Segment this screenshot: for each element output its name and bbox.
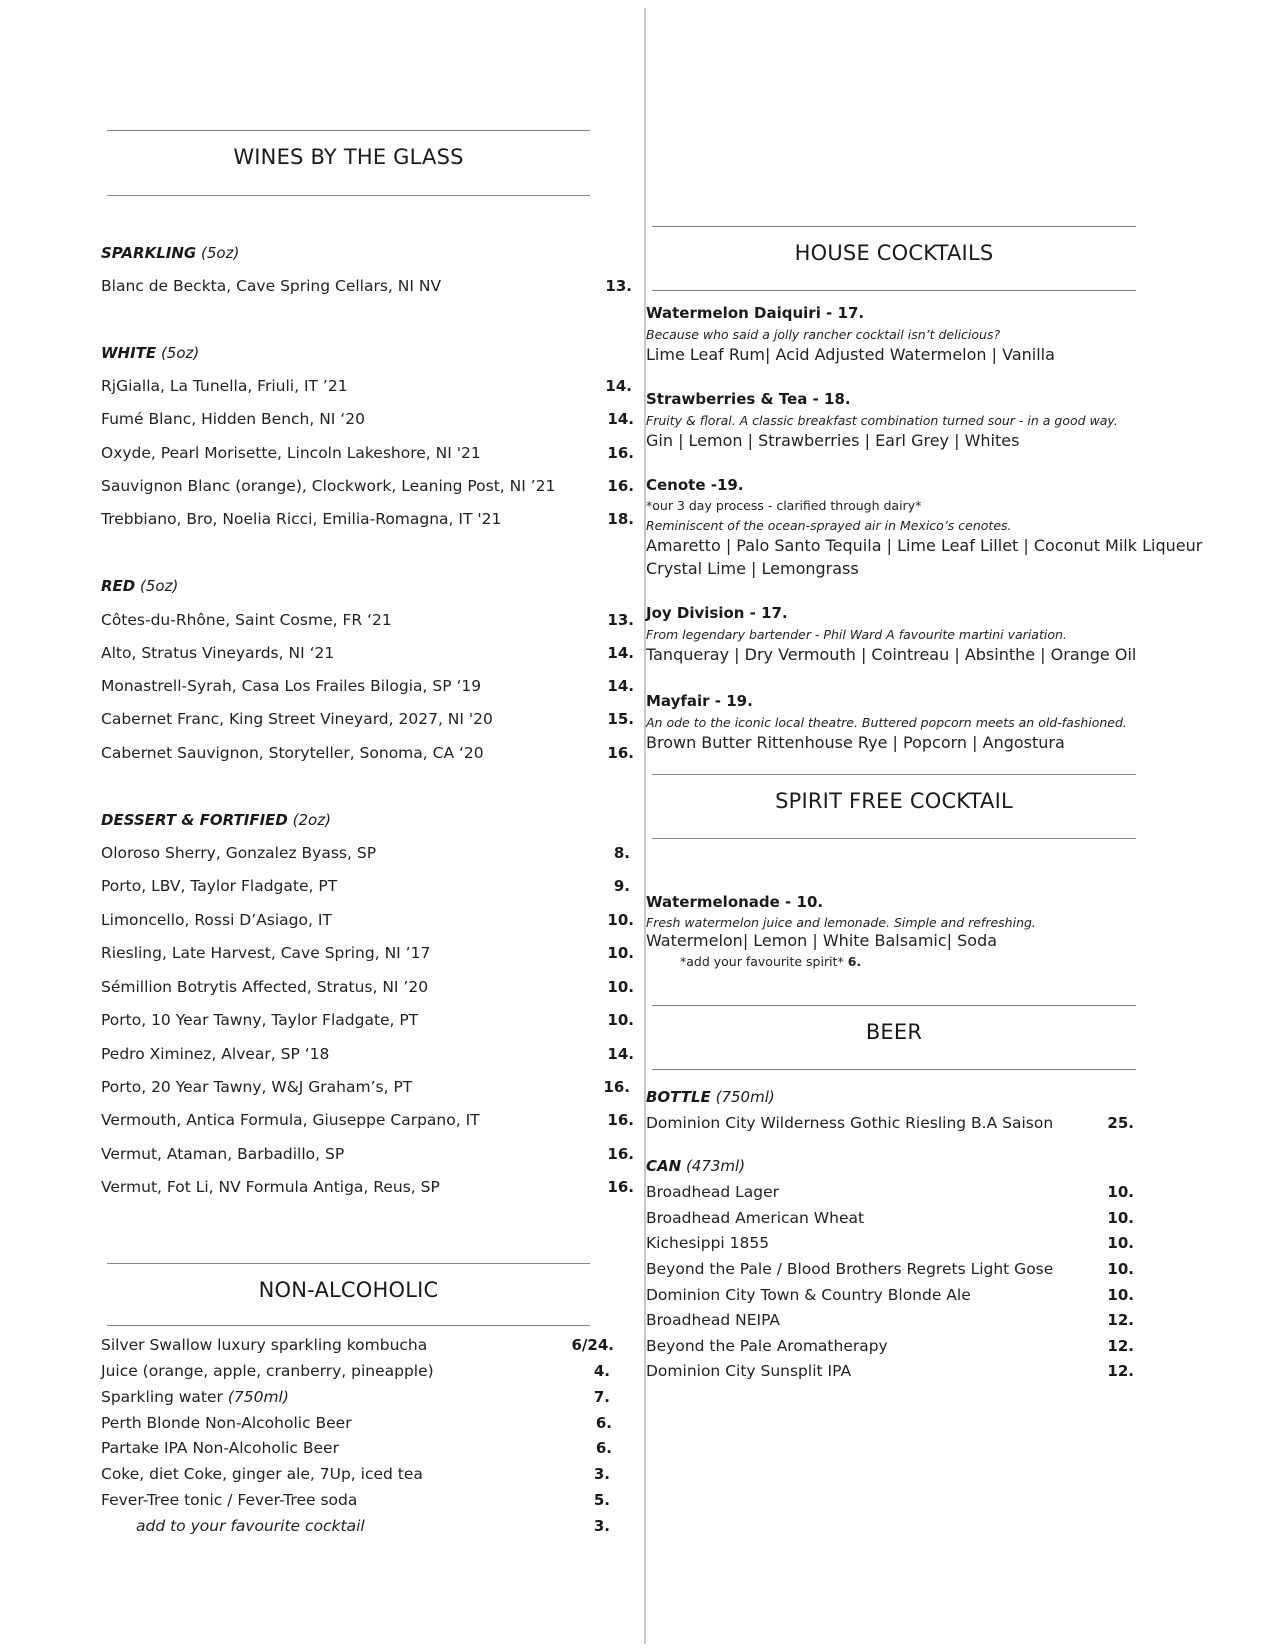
na-item: Sparkling water (750ml): [101, 1388, 289, 1406]
wine-price: 13.: [607, 611, 634, 629]
na-price: 4.: [593, 1362, 610, 1380]
beer-item: Broadhead American Wheat: [646, 1209, 865, 1227]
cocktail-name: Joy Division - 17.: [646, 604, 788, 622]
wine-item: Fumé Blanc, Hidden Bench, NI ‘20: [101, 410, 365, 428]
wine-item: Limoncello, Rossi D’Asiago, IT: [101, 911, 332, 929]
wines-title: WINES BY THE GLASS: [233, 145, 464, 169]
spirit-addon: *add your favourite spirit* 6.: [680, 954, 862, 969]
na-price: 6.: [595, 1439, 612, 1457]
cocktail-description: From legendary bartender - Phil Ward A favourite martini variation.: [646, 627, 1067, 642]
na-bottom-rule: [107, 1325, 590, 1326]
beer-price: 12.: [1107, 1362, 1134, 1380]
beer-item: Broadhead NEIPA: [646, 1311, 781, 1329]
cocktail-name: Watermelon Daiquiri - 17.: [646, 304, 865, 322]
category-bottle: BOTTLE (750ml): [646, 1088, 775, 1106]
wine-price: 9.: [613, 877, 630, 895]
cocktail-description: Because who said a jolly rancher cocktail isn’t delicious?: [646, 327, 1001, 342]
wine-item: Oloroso Sherry, Gonzalez Byass, SP: [101, 844, 377, 862]
wine-price: 13.: [605, 277, 632, 295]
cocktail-description: Reminiscent of the ocean-sprayed air in Mexico’s cenotes.: [646, 518, 1012, 533]
cocktail-note: *our 3 day process - clarified through dairy*: [646, 498, 922, 513]
beer-price: 25.: [1107, 1114, 1134, 1132]
na-item: Coke, diet Coke, ginger ale, 7Up, iced tea: [101, 1465, 423, 1483]
wine-price: 15.: [607, 710, 634, 728]
wine-item: Cabernet Sauvignon, Storyteller, Sonoma, CA ‘20: [101, 744, 484, 762]
beer-price: 10.: [1107, 1183, 1134, 1201]
category-sparkling: SPARKLING (5oz): [101, 244, 240, 262]
beer-item: Dominion City Wilderness Gothic Riesling B.A Saison: [646, 1114, 1054, 1132]
column-divider: [644, 8, 646, 1644]
wine-item: Blanc de Beckta, Cave Spring Cellars, NI NV: [101, 277, 442, 295]
na-addon: add to your favourite cocktail: [136, 1517, 365, 1535]
wine-price: 10.: [607, 978, 634, 996]
wine-item: Trebbiano, Bro, Noelia Ricci, Emilia-Romagna, IT '21: [101, 510, 502, 528]
cocktail-name: Mayfair - 19.: [646, 692, 753, 710]
beer-item: Beyond the Pale Aromatherapy: [646, 1337, 888, 1355]
na-price: 3.: [593, 1517, 610, 1535]
wine-price: 16.: [607, 477, 634, 495]
wine-item: Vermouth, Antica Formula, Giuseppe Carpano, IT: [101, 1111, 480, 1129]
cocktail-description: Fruity & floral. A classic breakfast combination turned sour - in a good way.: [646, 413, 1118, 428]
wine-item: Côtes-du-Rhône, Saint Cosme, FR ‘21: [101, 611, 392, 629]
wine-item: Oxyde, Pearl Morisette, Lincoln Lakeshore, NI '21: [101, 444, 481, 462]
cocktails-bottom-rule: [652, 290, 1136, 291]
spirit-free-top-rule: [652, 774, 1136, 775]
wine-price: 16.: [607, 444, 634, 462]
category-red: RED (5oz): [101, 577, 179, 595]
beer-top-rule: [652, 1005, 1136, 1006]
beer-price: 10.: [1107, 1260, 1134, 1278]
na-item: Perth Blonde Non-Alcoholic Beer: [101, 1414, 352, 1432]
wine-item: Pedro Ximinez, Alvear, SP ‘18: [101, 1045, 330, 1063]
wine-item: Porto, 10 Year Tawny, Taylor Fladgate, PT: [101, 1011, 419, 1029]
wine-price: 14.: [607, 677, 634, 695]
wine-item: Cabernet Franc, King Street Vineyard, 2027, NI '20: [101, 710, 493, 728]
beer-item: Kichesippi 1855: [646, 1234, 770, 1252]
wine-price: 16.: [607, 1145, 634, 1163]
wine-price: 14.: [605, 377, 632, 395]
wine-price: 14.: [607, 1045, 634, 1063]
cocktail-name: Watermelonade - 10.: [646, 893, 824, 911]
house-cocktails-title: HOUSE COCKTAILS: [794, 241, 994, 265]
beer-price: 12.: [1107, 1311, 1134, 1329]
wine-item: Riesling, Late Harvest, Cave Spring, NI ’17: [101, 944, 431, 962]
wine-price: 14.: [607, 410, 634, 428]
na-item: Juice (orange, apple, cranberry, pineapple): [101, 1362, 434, 1380]
category-dessert: DESSERT & FORTIFIED (2oz): [101, 811, 331, 829]
beer-item: Beyond the Pale / Blood Brothers Regrets Light Gose: [646, 1260, 1054, 1278]
na-price: 3.: [593, 1465, 610, 1483]
cocktail-ingredients: Watermelon| Lemon | White Balsamic| Soda: [646, 931, 998, 950]
na-item: Silver Swallow luxury sparkling kombucha: [101, 1336, 428, 1354]
wine-price: 10.: [607, 911, 634, 929]
cocktail-ingredients: Brown Butter Rittenhouse Rye | Popcorn | Angostura: [646, 733, 1065, 752]
wine-item: Porto, 20 Year Tawny, W&J Graham’s, PT: [101, 1078, 413, 1096]
wine-price: 16.: [607, 744, 634, 762]
na-top-rule: [107, 1263, 590, 1264]
wine-price: 16.: [607, 1178, 634, 1196]
beer-item: Broadhead Lager: [646, 1183, 779, 1201]
wine-item: Porto, LBV, Taylor Fladgate, PT: [101, 877, 338, 895]
wine-item: Sauvignon Blanc (orange), Clockwork, Leaning Post, NI ’21: [101, 477, 556, 495]
beer-bottom-rule: [652, 1069, 1136, 1070]
cocktail-ingredients: Tanqueray | Dry Vermouth | Cointreau | Absinthe | Orange Oil: [646, 645, 1137, 664]
wine-price: 8.: [613, 844, 630, 862]
beer-price: 10.: [1107, 1234, 1134, 1252]
wines-bottom-rule: [107, 195, 590, 196]
spirit-free-bottom-rule: [652, 838, 1136, 839]
non-alcoholic-title: NON-ALCOHOLIC: [258, 1278, 439, 1302]
cocktails-top-rule: [652, 226, 1136, 227]
beer-price: 12.: [1107, 1337, 1134, 1355]
wine-item: Monastrell-Syrah, Casa Los Frailes Bilogia, SP ‘19: [101, 677, 482, 695]
beer-price: 10.: [1107, 1286, 1134, 1304]
beer-item: Dominion City Sunsplit IPA: [646, 1362, 852, 1380]
wine-price: 18.: [607, 510, 634, 528]
na-price: 6/24.: [571, 1336, 614, 1354]
cocktail-ingredients: Amaretto | Palo Santo Tequila | Lime Leaf Lillet | Coconut Milk Liqueur: [646, 536, 1203, 555]
wine-price: 16.: [607, 1111, 634, 1129]
wine-price: 10.: [607, 944, 634, 962]
wine-price: 14.: [607, 644, 634, 662]
wine-item: RjGialla, La Tunella, Friuli, IT ’21: [101, 377, 348, 395]
na-price: 5.: [593, 1491, 610, 1509]
na-item: Partake IPA Non-Alcoholic Beer: [101, 1439, 339, 1457]
beer-price: 10.: [1107, 1209, 1134, 1227]
wine-item: Vermut, Ataman, Barbadillo, SP: [101, 1145, 345, 1163]
cocktail-name: Cenote -19.: [646, 476, 744, 494]
na-item: Fever-Tree tonic / Fever-Tree soda: [101, 1491, 358, 1509]
wine-item: Vermut, Fot Li, NV Formula Antiga, Reus, SP: [101, 1178, 440, 1196]
cocktail-name: Strawberries & Tea - 18.: [646, 390, 851, 408]
wine-item: Alto, Stratus Vineyards, NI ‘21: [101, 644, 335, 662]
spirit-free-title: SPIRIT FREE COCKTAIL: [775, 789, 1013, 813]
cocktail-ingredients: Crystal Lime | Lemongrass: [646, 559, 859, 578]
cocktail-ingredients: Lime Leaf Rum| Acid Adjusted Watermelon | Vanilla: [646, 345, 1055, 364]
wines-top-rule: [107, 130, 590, 131]
category-white: WHITE (5oz): [101, 344, 200, 362]
cocktail-description: Fresh watermelon juice and lemonade. Simple and refreshing.: [646, 915, 1036, 930]
wine-item: Sémillion Botrytis Affected, Stratus, NI ’20: [101, 978, 429, 996]
na-price: 7.: [593, 1388, 610, 1406]
beer-title: BEER: [865, 1020, 923, 1044]
wine-price: 16.: [603, 1078, 630, 1096]
cocktail-ingredients: Gin | Lemon | Strawberries | Earl Grey | Whites: [646, 431, 1020, 450]
wine-price: 10.: [607, 1011, 634, 1029]
beer-item: Dominion City Town & Country Blonde Ale: [646, 1286, 971, 1304]
cocktail-description: An ode to the iconic local theatre. Buttered popcorn meets an old-fashioned.: [646, 715, 1127, 730]
category-can: CAN (473ml): [646, 1157, 746, 1175]
na-price: 6.: [595, 1414, 612, 1432]
